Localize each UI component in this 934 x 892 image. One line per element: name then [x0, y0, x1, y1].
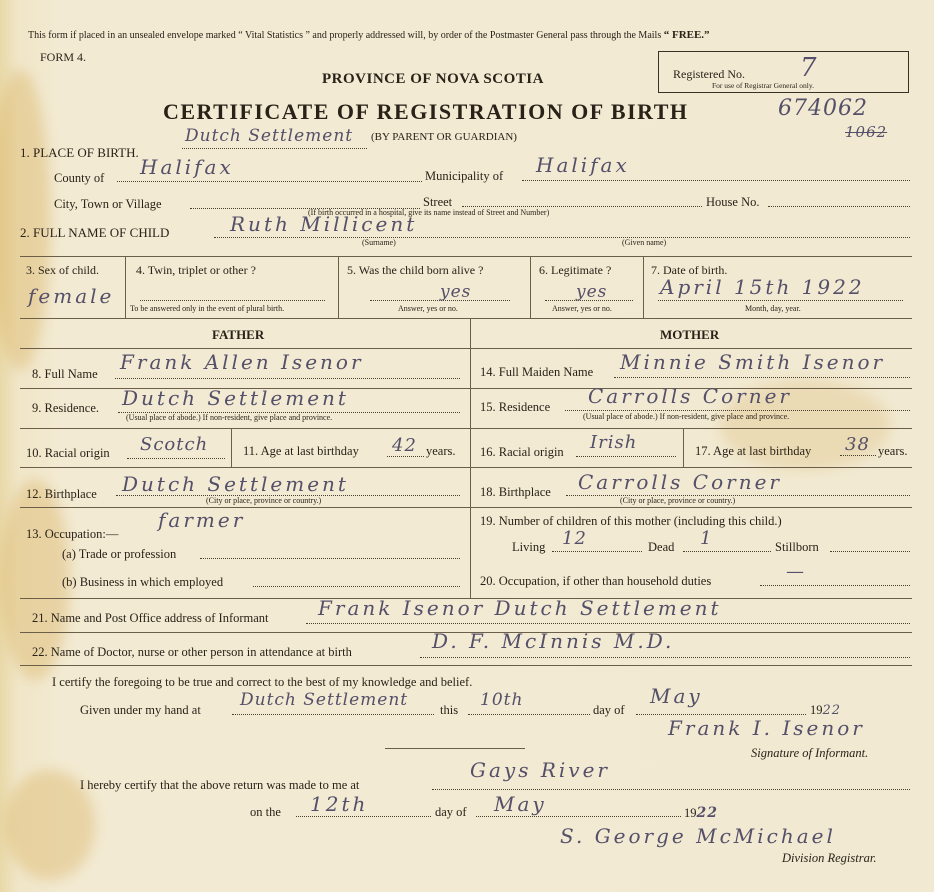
father-abode-note: (Usual place of abode.) If non-resident, give place and province.	[126, 413, 333, 422]
registrar-month: May	[494, 792, 547, 816]
water-stain	[0, 70, 50, 370]
dead-value: 1	[700, 528, 713, 549]
date-caption: Month, day, year.	[745, 304, 801, 313]
mother-birthplace-note: (City or place, province or country.)	[620, 496, 736, 505]
certify-year: 1922	[810, 703, 842, 718]
registrar-year: 1922	[684, 805, 718, 821]
father-occupation-label: 13. Occupation:—	[26, 527, 119, 541]
mother-heading: MOTHER	[660, 327, 720, 342]
mother-age-value: 38	[845, 434, 870, 455]
mother-occupation-value: —	[786, 561, 805, 582]
mother-birthplace-label: 18. Birthplace	[480, 485, 551, 499]
legitimate-caption: Answer, yes or no.	[552, 304, 612, 313]
mother-racial-value: Irish	[590, 432, 638, 453]
father-birthplace-note: (City or place, province or country.)	[206, 496, 322, 505]
page-title: CERTIFICATE OF REGISTRATION OF BIRTH	[163, 99, 689, 124]
date-value: April 15th 1922	[660, 275, 865, 299]
alive-caption: Answer, yes or no.	[398, 304, 458, 313]
father-occupation-value: farmer	[158, 508, 246, 532]
father-age-label: 11. Age at last birthday	[243, 444, 359, 458]
province-heading: PROVINCE OF NOVA SCOTIA	[322, 71, 544, 87]
informant-signature: Frank I. Isenor	[668, 716, 865, 740]
municipality-label: Municipality of	[425, 169, 504, 183]
registered-label: Registered No.	[673, 67, 745, 81]
doctor-label: 22. Name of Doctor, nurse or other person in attendance at birth	[32, 645, 352, 659]
mother-residence-label: 15. Residence	[480, 400, 551, 414]
mother-birthplace-value: Carrolls Corner	[578, 470, 782, 494]
sex-label: 3. Sex of child.	[26, 263, 99, 277]
father-racial-value: Scotch	[140, 434, 209, 455]
father-birthplace-label: 12. Birthplace	[26, 487, 97, 501]
on-the-label: on the	[250, 805, 281, 819]
registrar-place: Gays River	[470, 758, 610, 782]
child-name-value: Ruth Millicent	[230, 212, 418, 236]
living-value: 12	[562, 528, 587, 549]
twin-label: 4. Twin, triplet or other ?	[136, 263, 256, 277]
father-name-label: 8. Full Name	[32, 367, 98, 381]
county-value: Halifax	[140, 155, 234, 179]
living-label: Living	[512, 540, 546, 554]
children-label: 19. Number of children of this mother (including this child.)	[480, 514, 782, 528]
given-label: Given under my hand at	[80, 703, 201, 717]
registered-number: 7	[800, 53, 818, 83]
doctor-value: D. F. McInnis M.D.	[432, 629, 675, 653]
given-place: Dutch Settlement	[240, 690, 409, 710]
by-parent-note: (BY PARENT OR GUARDIAN)	[371, 131, 517, 143]
mother-occupation-label: 20. Occupation, if other than household duties	[480, 574, 712, 588]
struck-number: 1062	[845, 123, 888, 141]
postal-notice: This form if placed in an unsealed envelope marked “ Vital Statistics ” and properly addressed will, by order of the Postmaster General pass through the Mails “ FREE.”	[28, 29, 710, 41]
twin-note: To be answered only in the event of plural birth.	[130, 304, 285, 313]
registrar-day-of: day of	[435, 805, 467, 819]
registrar-day: 12th	[310, 792, 369, 816]
father-residence-value: Dutch Settlement	[122, 386, 349, 410]
day-of-label: day of	[593, 703, 625, 717]
mother-name-label: 14. Full Maiden Name	[480, 365, 594, 379]
mother-age-label: 17. Age at last birthday	[695, 444, 812, 458]
certify-statement: I certify the foregoing to be true and correct to the best of my knowledge and belief.	[52, 675, 473, 689]
mother-name-value: Minnie Smith Isenor	[620, 350, 886, 374]
informant-value: Frank Isenor Dutch Settlement	[318, 596, 722, 620]
sex-value: female	[28, 284, 115, 308]
municipality-value: Halifax	[536, 153, 630, 177]
surname-caption: (Surname)	[362, 238, 396, 247]
hospital-note: (If birth occurred in a hospital, give its name instead of Street and Number)	[308, 208, 550, 217]
business-label: (b) Business in which employed	[62, 575, 224, 589]
mother-residence-value: Carrolls Corner	[588, 384, 792, 408]
certify-month: May	[650, 684, 703, 708]
father-birthplace-value: Dutch Settlement	[122, 472, 349, 496]
father-residence-label: 9. Residence.	[32, 401, 99, 415]
father-years: years.	[426, 444, 456, 458]
registrar-caption: Division Registrar.	[782, 851, 877, 865]
trade-label: (a) Trade or profession	[62, 547, 177, 561]
form-number: FORM 4.	[40, 50, 87, 64]
certificate-number: 674062	[778, 96, 868, 121]
place-label: 1. PLACE OF BIRTH.	[20, 145, 139, 160]
alive-value: yes	[440, 282, 472, 302]
father-age-value: 42	[392, 435, 417, 456]
street-label: Street	[423, 195, 453, 209]
legitimate-value: yes	[576, 282, 608, 302]
place-value: Dutch Settlement	[185, 126, 354, 146]
dead-label: Dead	[648, 540, 675, 554]
house-label: House No.	[706, 195, 760, 209]
legitimate-label: 6. Legitimate ?	[539, 263, 612, 277]
mother-abode-note: (Usual place of abode.) If non-resident, give place and province.	[583, 412, 790, 421]
county-label: County of	[54, 171, 105, 185]
certify-day: 10th	[480, 690, 524, 710]
city-label: City, Town or Village	[54, 197, 162, 211]
mother-years: years.	[878, 444, 908, 458]
father-heading: FATHER	[212, 327, 265, 342]
stillborn-label: Stillborn	[775, 540, 819, 554]
registrar-use-note: For use of Registrar General only.	[712, 81, 814, 90]
child-name-label: 2. FULL NAME OF CHILD	[20, 225, 170, 240]
given-caption: (Given name)	[622, 238, 667, 247]
father-racial-label: 10. Racial origin	[26, 446, 110, 460]
mother-racial-label: 16. Racial origin	[480, 445, 564, 459]
father-name-value: Frank Allen Isenor	[120, 350, 364, 374]
registrar-statement: I hereby certify that the above return was made to me at	[80, 778, 360, 792]
informant-label: 21. Name and Post Office address of Informant	[32, 611, 269, 625]
this-label: this	[440, 703, 459, 717]
signature-caption: Signature of Informant.	[751, 746, 869, 760]
alive-label: 5. Was the child born alive ?	[347, 263, 484, 277]
registrar-signature: S. George McMichael	[560, 824, 836, 848]
date-label: 7. Date of birth.	[651, 263, 728, 277]
